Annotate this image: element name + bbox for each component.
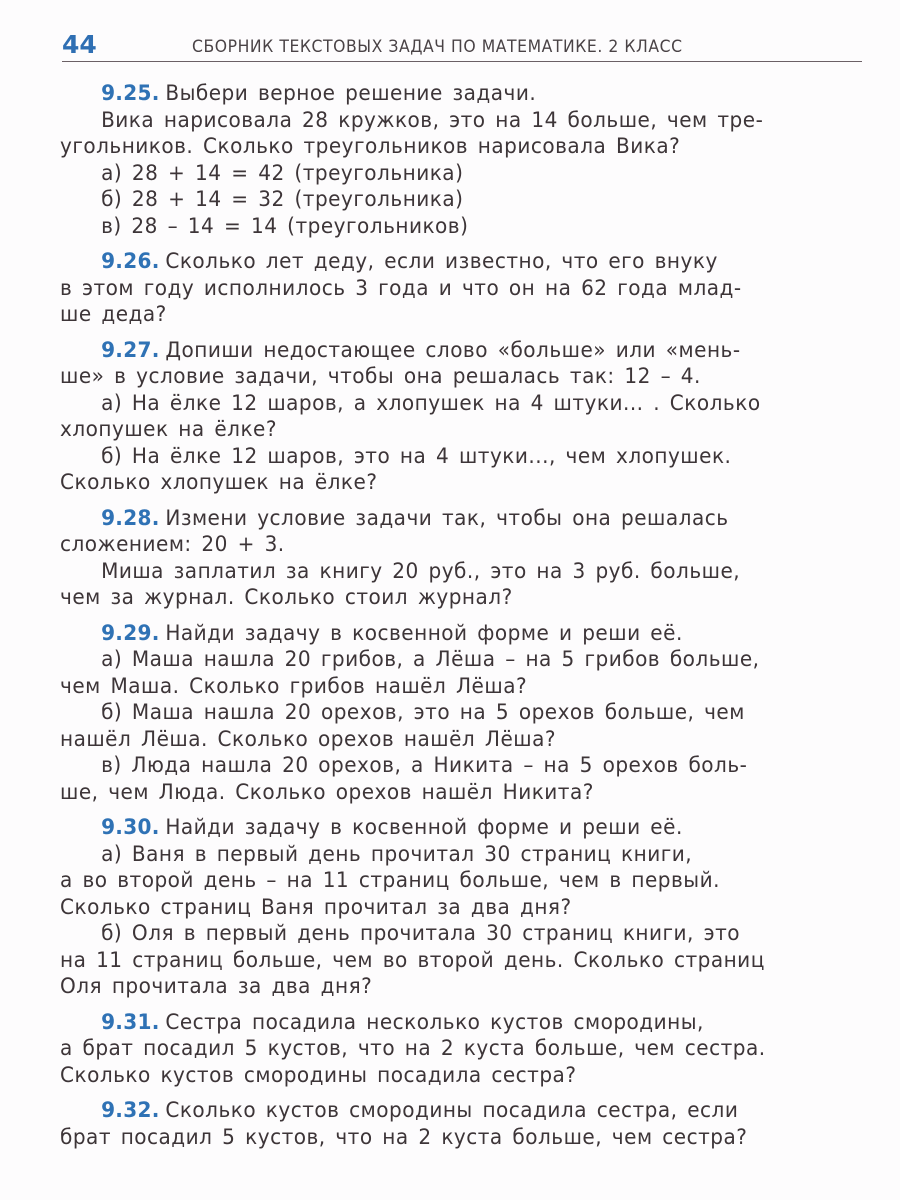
problem-line: чем Маша. Сколько грибов нашёл Лёша? [60,673,528,698]
problem-line: Сколько хлопушек на ёлке? [60,470,378,494]
problem-line: хлопушек на ёлке? [60,417,277,441]
problem-heading [60,814,824,841]
subproblem-a: а) Маша нашла 20 грибов, а Лёша – на 5 грибов больше, [101,647,760,671]
problem-number: 9.26. [101,249,160,273]
problem-line: Сколько страниц Ваня прочитал за два дня? [60,894,572,919]
problem-heading [60,620,824,647]
page-number: 44 [62,30,97,59]
problem-line: ше» в условие задачи, чтобы она решалась так: 12 – 4. [60,364,701,388]
problems-list [60,80,860,1154]
problem-line: ше деда? [60,302,167,326]
problem-text: Найди задачу в косвенной форме и реши её. [165,620,683,645]
problem-heading [60,1097,824,1124]
header-divider [62,61,862,62]
problem-line: Вика нарисовала 28 кружков, это на 14 больше, чем тре- [101,107,764,132]
problem-line: ше, чем Люда. Сколько орехов нашёл Никита? [60,779,594,804]
answer-option-c: в) 28 – 14 = 14 (треугольников) [101,213,469,238]
problem-line: Оля прочитала за два дня? [60,974,373,998]
problem-line: Сколько кустов смородины посадила сестра? [60,1062,577,1087]
subproblem-a: а) На ёлке 12 шаров, а хлопушек на 4 штуки... . Сколько [101,390,761,415]
problem-number: 9.30. [101,815,160,839]
problem-heading [60,1009,824,1036]
problem-line: нашёл Лёша. Сколько орехов нашёл Лёша? [60,726,557,751]
problem-number: 9.31. [101,1009,160,1034]
problem-number: 9.32. [101,1098,160,1122]
page-header [62,30,862,62]
problem-text: Измени условие задачи так, чтобы она решалась [165,505,729,530]
problem-9-28 [60,505,860,611]
running-title: СБОРНИК ТЕКСТОВЫХ ЗАДАЧ ПО МАТЕМАТИКЕ. 2 КЛАСС [192,37,683,57]
problem-line: в этом году исполнилось 3 года и что он на 62 года млад- [60,275,742,300]
problem-text: Допиши недостающее слово «больше» или «мень- [165,337,741,362]
problem-line: сложением: 20 + 3. [60,532,285,556]
problem-line: Миша заплатил за книгу 20 руб., это на 3 руб. больше, [101,558,741,583]
problem-heading [60,80,824,107]
subproblem-b: б) Маша нашла 20 орехов, это на 5 орехов больше, чем [101,700,745,724]
problem-number: 9.29. [101,620,160,645]
problem-line: брат посадил 5 кустов, что на 2 куста больше, чем сестра? [60,1124,748,1149]
subproblem-b: б) На ёлке 12 шаров, это на 4 штуки..., чем хлопушек. [101,443,732,468]
problem-9-32 [60,1097,860,1150]
subproblem-c: в) Люда нашла 20 орехов, а Никита – на 5 орехов боль- [101,753,748,777]
answer-option-b: б) 28 + 14 = 32 (треугольника) [101,187,464,211]
problem-9-29 [60,620,860,806]
problem-text: Сестра посадила несколько кустов смородины, [165,1009,704,1034]
problem-9-30 [60,814,860,1000]
subproblem-b: б) Оля в первый день прочитала 30 страниц книги, это [101,921,741,945]
problem-heading [60,505,824,532]
problem-line: чем за журнал. Сколько стоил журнал? [60,585,513,609]
problem-text: Найди задачу в косвенной форме и реши её. [165,815,683,839]
problem-9-25 [60,80,860,239]
problem-line: а брат посадил 5 кустов, что на 2 куста больше, чем сестра. [60,1036,766,1060]
problem-9-27 [60,337,860,496]
problem-heading [60,337,824,364]
problem-number: 9.25. [101,81,160,105]
problem-line: на 11 страниц больше, чем во второй день. Сколько страниц [60,947,765,972]
problem-text: Сколько лет деду, если известно, что его внуку [165,249,718,273]
problem-heading [60,248,824,275]
subproblem-a: а) Ваня в первый день прочитал 30 страниц книги, [101,841,693,866]
problem-line: угольников. Сколько треугольников нарисовала Вика? [60,134,681,158]
problem-number: 9.27. [101,337,160,362]
problem-9-26 [60,248,860,328]
problem-number: 9.28. [101,505,160,530]
problem-line: а во второй день – на 11 страниц больше, чем в первый. [60,868,720,892]
problem-text: Сколько кустов смородины посадила сестра, если [165,1098,739,1122]
answer-option-a: а) 28 + 14 = 42 (треугольника) [101,160,464,185]
problem-text: Выбери верное решение задачи. [165,81,537,105]
problem-9-31 [60,1009,860,1089]
